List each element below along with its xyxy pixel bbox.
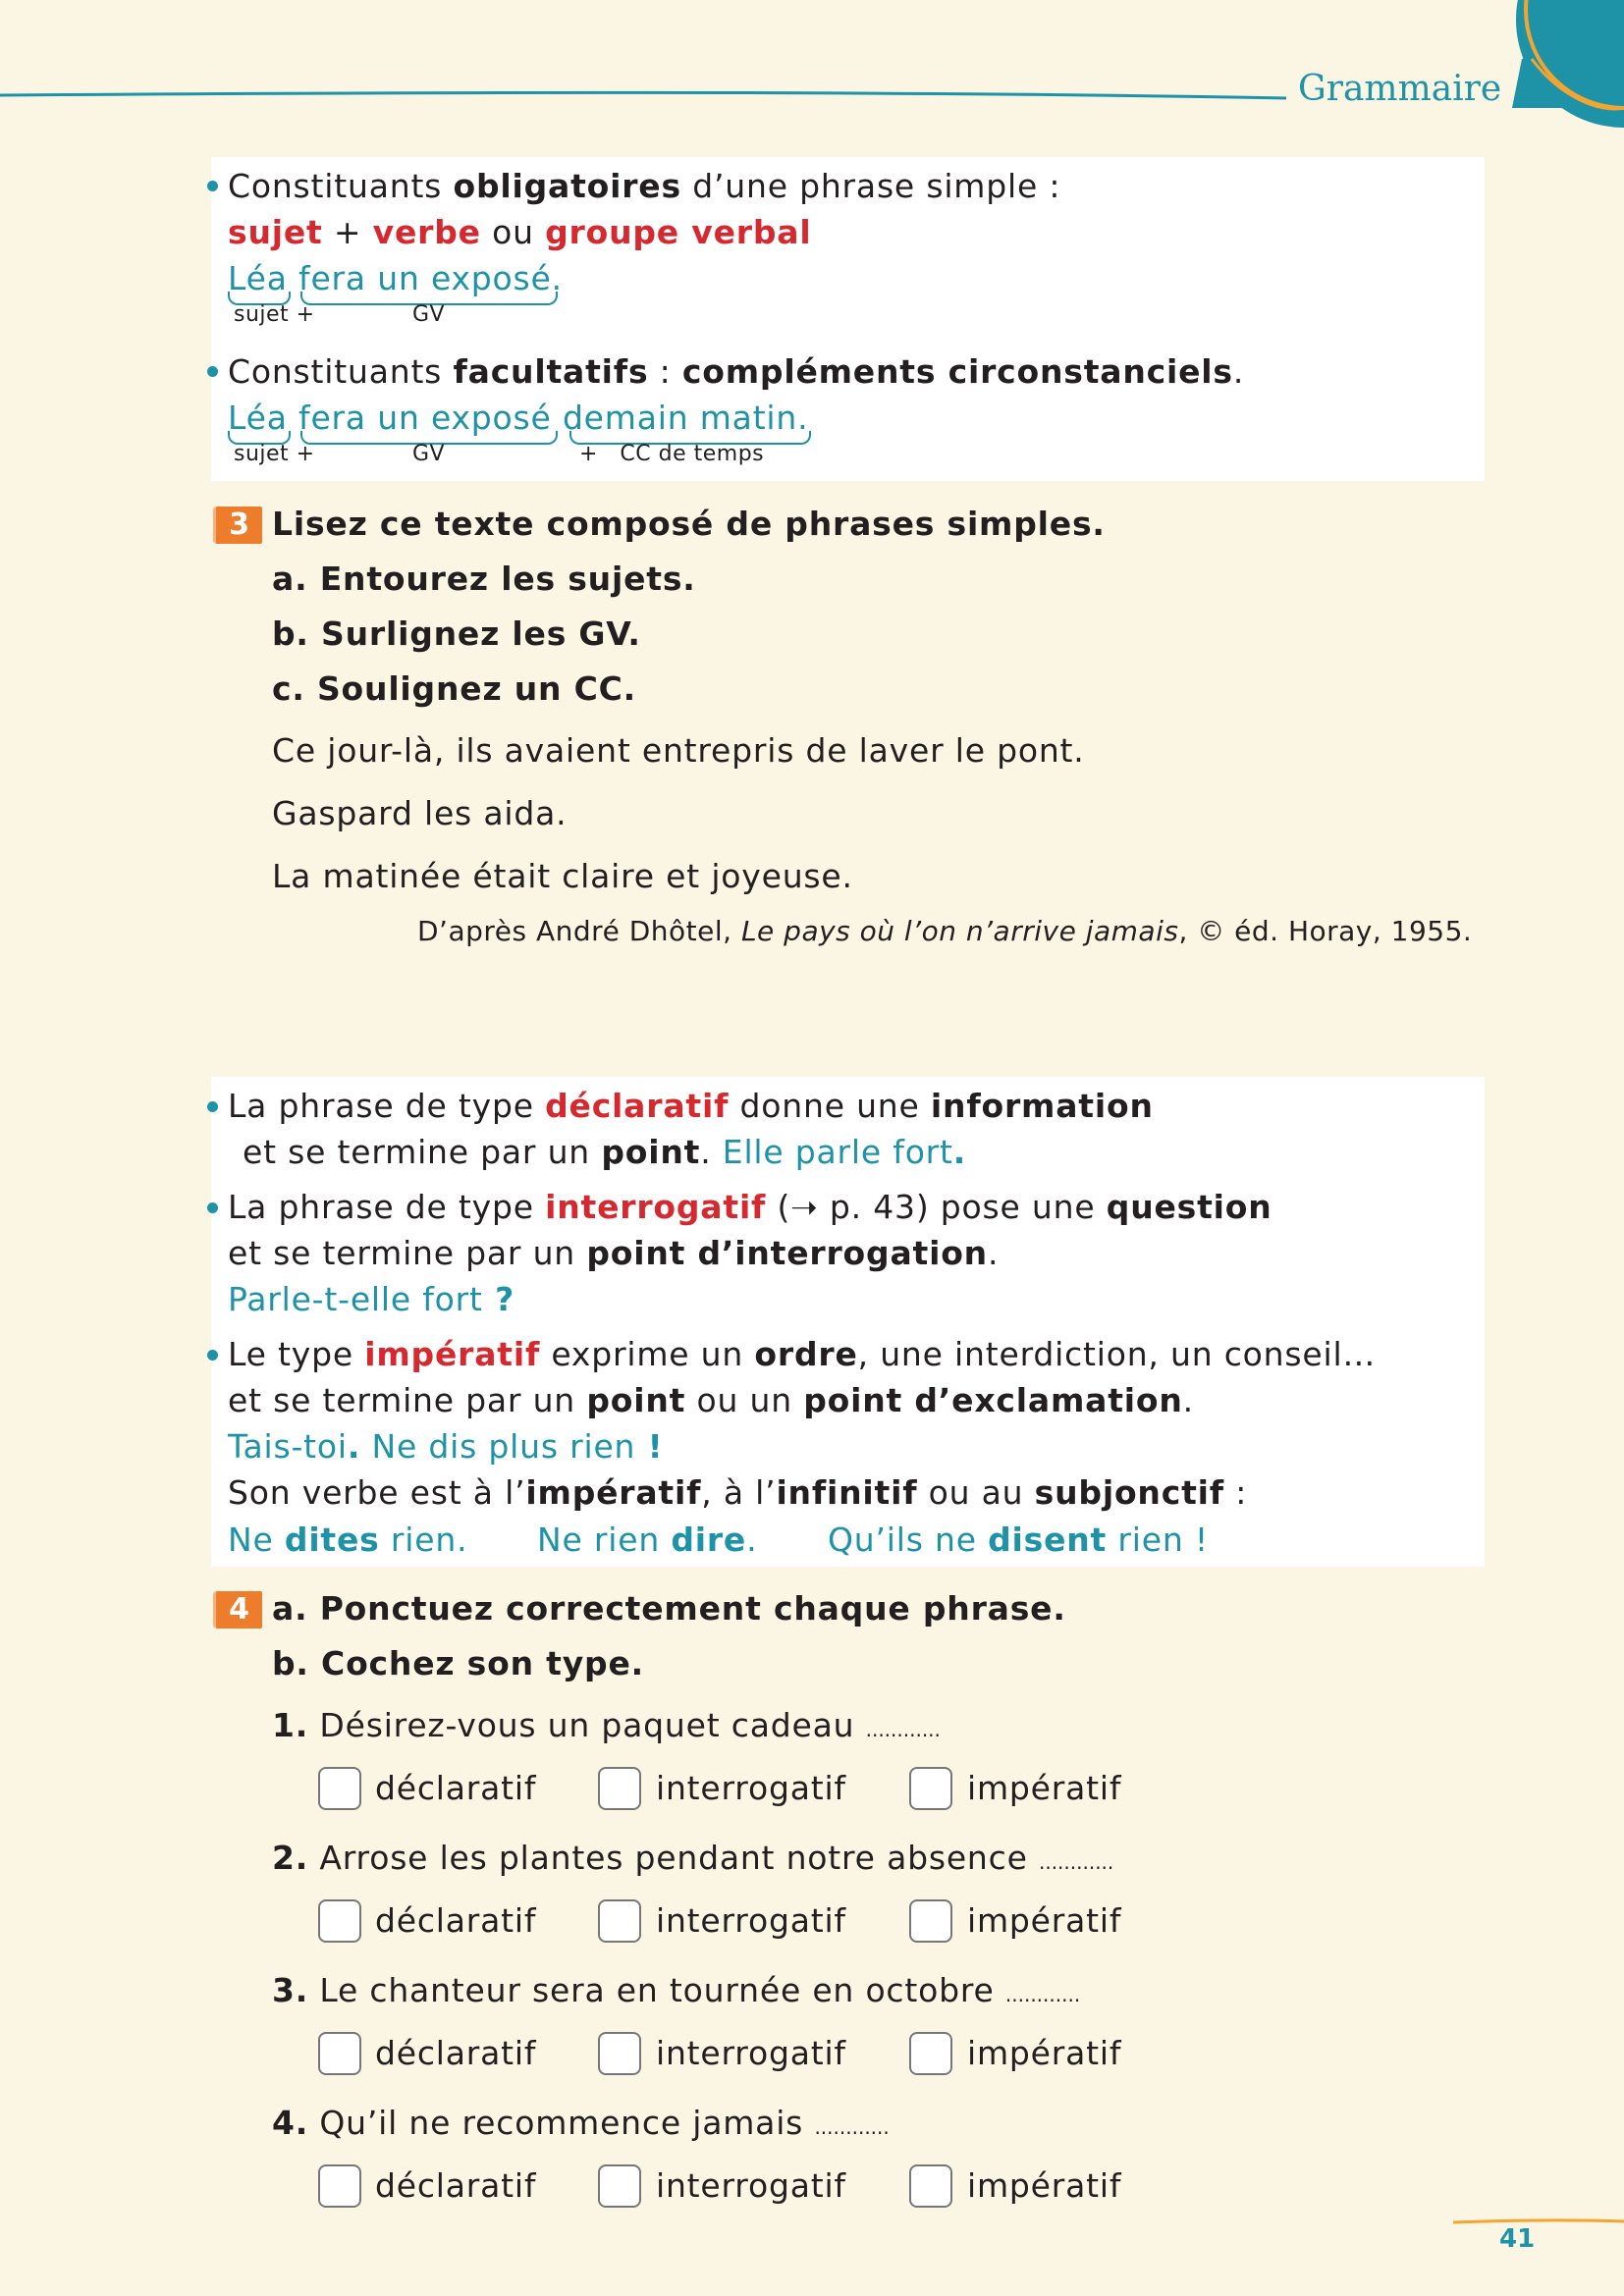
- text-sentence[interactable]: La matinée était claire et joyeuse.: [272, 857, 853, 895]
- exercise4-item: 3. Le chanteur sera en tournée en octobre ............: [272, 1971, 1081, 2009]
- bullet-icon: [207, 366, 218, 377]
- exercise4-instruction-b: b. Cochez son type.: [272, 1644, 644, 1682]
- checkbox-declaratif[interactable]: [318, 1767, 361, 1810]
- bullet-icon: [207, 1202, 218, 1213]
- exercise-number-badge: 3: [213, 507, 262, 544]
- option-label: déclaratif: [375, 2034, 537, 2072]
- section-title: Grammaire: [1298, 69, 1502, 109]
- label-gv: GV: [412, 302, 446, 327]
- option-label: impératif: [967, 2034, 1122, 2072]
- option-label: déclaratif: [375, 1901, 537, 1940]
- rule-verb-moods: Son verbe est à l’impératif, à l’infinitif ou au subjonctif :: [228, 1473, 1248, 1512]
- checkbox-imperatif[interactable]: [909, 1767, 952, 1810]
- checkbox-interrogatif[interactable]: [598, 1899, 641, 1943]
- checkbox-interrogatif[interactable]: [598, 2164, 641, 2208]
- option-label: interrogatif: [656, 1901, 846, 1940]
- checkbox-imperatif[interactable]: [909, 2164, 952, 2208]
- page-number: 41: [1499, 2224, 1536, 2254]
- checkbox-interrogatif[interactable]: [598, 2032, 641, 2075]
- rule-declarative: La phrase de type déclaratif donne une information: [228, 1087, 1154, 1125]
- label-subject: sujet +: [234, 302, 315, 327]
- option-label: interrogatif: [656, 1769, 846, 1807]
- exercise3-sub-b: b. Surlignez les GV.: [272, 614, 641, 653]
- label-cc: + CC de temps: [579, 442, 765, 466]
- text-sentence[interactable]: Gaspard les aida.: [272, 794, 568, 832]
- rule-interrogative-end: et se termine par un point d’interrogation.: [228, 1234, 1000, 1272]
- option-label: interrogatif: [656, 2166, 846, 2205]
- option-label: impératif: [967, 1769, 1122, 1807]
- exercise3-sub-a: a. Entourez les sujets.: [272, 560, 696, 598]
- exercise4-item: 1. Désirez-vous un paquet cadeau ............: [272, 1706, 941, 1744]
- exercise4-item: 4. Qu’il ne recommence jamais ............: [272, 2104, 890, 2142]
- bullet-icon: [207, 181, 218, 191]
- rule-formula: sujet + verbe ou groupe verbal: [228, 213, 812, 251]
- mood-example-imperative: Ne dites rien.: [228, 1521, 468, 1559]
- rule-declarative-end: et se termine par un point. Elle parle fort.: [243, 1133, 967, 1171]
- source-citation: D’après André Dhôtel, Le pays où l’on n’arrive jamais, © éd. Horay, 1955.: [417, 915, 1473, 947]
- label-gv: GV: [412, 442, 446, 466]
- bullet-icon: [207, 1350, 218, 1361]
- checkbox-declaratif[interactable]: [318, 2164, 361, 2208]
- rule-interrogative: La phrase de type interrogatif (➝ p. 43) pose une question: [228, 1188, 1272, 1226]
- rule-constituents-optional: Constituants facultatifs : compléments circonstanciels.: [228, 352, 1245, 391]
- mood-example-infinitive: Ne rien dire.: [537, 1521, 758, 1559]
- checkbox-imperatif[interactable]: [909, 1899, 952, 1943]
- rule-constituents-obligatory: Constituants obligatoires d’une phrase simple :: [228, 167, 1061, 205]
- imperative-examples: Tais-toi. Ne dis plus rien !: [228, 1427, 664, 1466]
- example-sentence-2: Léa fera un exposé demain matin.: [228, 399, 809, 437]
- checkbox-imperatif[interactable]: [909, 2032, 952, 2075]
- answer-blank[interactable]: ............: [865, 1718, 941, 1741]
- option-label: impératif: [967, 2166, 1122, 2205]
- checkbox-declaratif[interactable]: [318, 1899, 361, 1943]
- footer-line: [1453, 2216, 1624, 2228]
- rule-imperative-end: et se termine par un point ou un point d’exclamation.: [228, 1381, 1194, 1419]
- exercise3-sub-c: c. Soulignez un CC.: [272, 669, 636, 708]
- checkbox-declaratif[interactable]: [318, 2032, 361, 2075]
- example-sentence-1: Léa fera un exposé.: [228, 259, 563, 297]
- interrogative-example: Parle-t-elle fort ?: [228, 1280, 515, 1318]
- answer-blank[interactable]: ............: [814, 2115, 890, 2139]
- exercise4-item: 2. Arrose les plantes pendant notre absence ............: [272, 1839, 1114, 1877]
- mood-example-subjunctive: Qu’ils ne disent rien !: [828, 1521, 1209, 1559]
- text-sentence[interactable]: Ce jour-là, ils avaient entrepris de laver le pont.: [272, 731, 1085, 770]
- label-subject: sujet +: [234, 442, 315, 466]
- exercise4-instruction-a: a. Ponctuez correctement chaque phrase.: [272, 1589, 1066, 1628]
- option-label: interrogatif: [656, 2034, 846, 2072]
- exercise3-instruction: Lisez ce texte composé de phrases simples.: [272, 505, 1106, 543]
- answer-blank[interactable]: ............: [1004, 1983, 1081, 2006]
- checkbox-interrogatif[interactable]: [598, 1767, 641, 1810]
- option-label: impératif: [967, 1901, 1122, 1940]
- option-label: déclaratif: [375, 2166, 537, 2205]
- exercise-number-badge: 4: [213, 1591, 262, 1629]
- rule-imperative: Le type impératif exprime un ordre, une interdiction, un conseil…: [228, 1335, 1377, 1373]
- bullet-icon: [207, 1101, 218, 1112]
- option-label: déclaratif: [375, 1769, 537, 1807]
- answer-blank[interactable]: ............: [1038, 1850, 1114, 1874]
